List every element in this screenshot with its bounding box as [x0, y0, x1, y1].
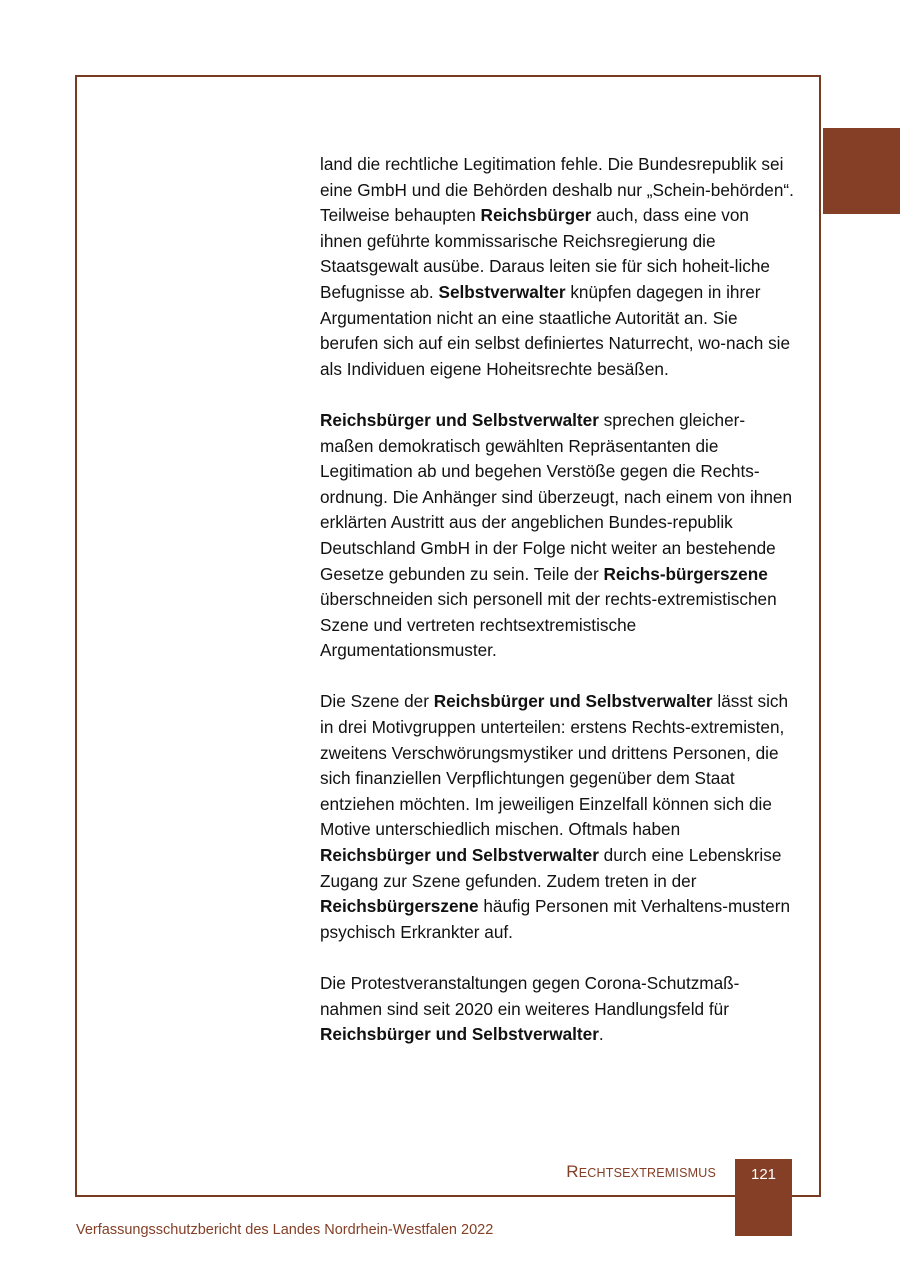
- bold-term: Reichsbürger und Selbstverwalter: [320, 409, 599, 430]
- bold-term: Reichsbürger: [480, 205, 592, 226]
- text-run: auch, dass eine von ihnen geführte kommissarische Reichsregierung die Staatsgewalt ausübe. Daraus leiten sie für sich hoheit-liche Befugnisse ab.: [320, 205, 770, 302]
- text-run: sprechen gleicher-maßen demokratisch gewählten Repräsentanten die Legitimation ab und begehen Verstöße gegen die Rechts-ordnung. Die Anhänger sind überzeugt, nach einem von ihnen erklärten Austritt aus der angeblichen Bundes-republik Deutschland GmbH in der Folge nicht weiter an bestehende Gesetze gebunden zu sein. Teile der: [320, 409, 793, 584]
- section-label-rest: ECHTSEXTREMISMUS: [578, 1166, 716, 1180]
- body-text: [320, 152, 795, 1073]
- text-run: überschneiden sich personell mit der rechts-extremistischen Szene und vertreten rechtsextremistische Argumentationsmuster.: [320, 589, 777, 661]
- page-number-box: [735, 1159, 792, 1236]
- page-number: 121: [750, 1166, 777, 1183]
- text-run: behörden“. Teilweise behaupten: [320, 179, 794, 226]
- text-run: Die Szene der: [320, 691, 434, 712]
- bold-term: Reichsbürgerszene: [320, 896, 479, 917]
- chapter-side-tab: [823, 128, 900, 214]
- text-run: Die Protestveranstaltungen gegen Corona-Schutzmaß-nahmen sind seit 2020 ein weiteres Handlungsfeld für: [320, 973, 740, 1019]
- text-run: land die rechtliche Legitimation fehle. Die Bundesrepublik sei eine GmbH und die Behörden deshalb nur „Schein-: [320, 154, 784, 200]
- bold-term: Selbstverwalter: [438, 281, 566, 302]
- text-run: knüpfen dagegen in ihrer Argumentation nicht an eine staatliche Autorität an. Sie berufen sich auf ein selbst definiertes Naturrecht, wo-nach sie als Individuen eigene Hoheitsrechte besäßen.: [320, 281, 791, 379]
- text-run: häufig Personen mit Verhaltens-mustern psychisch Erkrankter auf.: [320, 896, 791, 942]
- text-run: .: [598, 1024, 604, 1045]
- bold-term: Reichsbürger und Selbstverwalter: [320, 845, 599, 866]
- text-run: durch eine Lebenskrise Zugang zur Szene gefunden. Zudem treten in der: [320, 845, 782, 891]
- bold-term: Reichsbürger und Selbstverwalter: [320, 1024, 599, 1045]
- paragraph: [320, 971, 795, 1048]
- paragraph: [320, 408, 795, 664]
- paragraph: [320, 689, 795, 945]
- bold-term: Reichsbürger und Selbstverwalter: [433, 691, 713, 712]
- section-label: [540, 1162, 716, 1182]
- section-label-initial: R: [566, 1162, 579, 1181]
- report-title: Verfassungsschutzbericht des Landes Nordrhein-Westfalen 2022: [76, 1222, 494, 1238]
- text-run: lässt sich in drei Motivgruppen unterteilen: erstens Rechts-extremisten, zweitens Verschwörungsmystiker und drittens Personen, die sich finanziellen Verpflichtungen gegenüber dem Staat entziehen möchten. Im jeweiligen Einzelfall können sich die Motive unterschiedlich mischen. Oftmals haben: [320, 691, 789, 840]
- bold-term: Reichs-bürgerszene: [603, 563, 768, 584]
- paragraph: [320, 152, 795, 382]
